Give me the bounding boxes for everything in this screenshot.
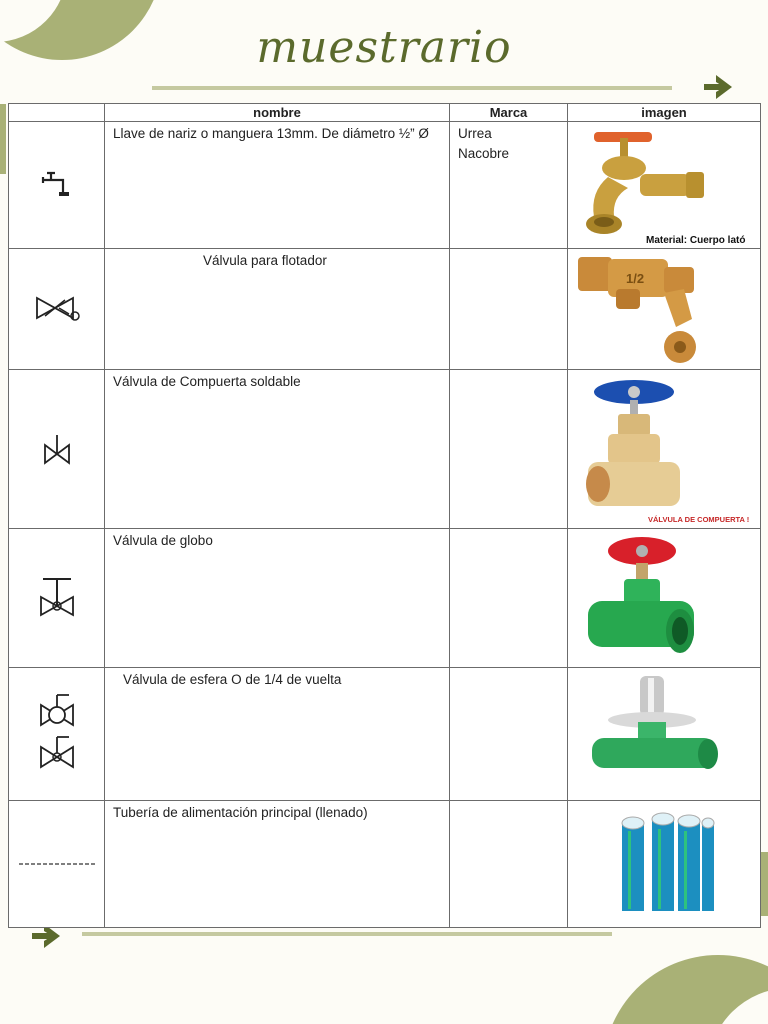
table-row: [9, 529, 761, 668]
left-edge-bar: [0, 104, 6, 174]
globe-valve-symbol-icon: [37, 575, 77, 619]
image-cell: [568, 249, 761, 370]
header-name: nombre: [105, 104, 450, 122]
float-valve-symbol-icon: [33, 294, 81, 322]
header-brand: Marca: [450, 104, 568, 122]
image-cell: [568, 122, 761, 249]
green-globe-valve-icon: [568, 529, 761, 667]
name-cell: [105, 249, 450, 370]
brand-cell: [450, 668, 568, 801]
header-image: imagen: [568, 104, 761, 122]
image-caption: VÁLVULA DE COMPUERTA !: [648, 515, 750, 524]
item-name: Llave de nariz o manguera 13mm. De diámetro ½” Ø: [113, 126, 429, 141]
brand-name: Urrea: [458, 126, 492, 141]
arrow-right-icon: [700, 72, 736, 102]
image-cell: [568, 370, 761, 529]
name-cell: [105, 370, 450, 529]
item-name: Válvula para flotador: [203, 253, 327, 268]
top-divider: [152, 86, 672, 90]
item-name: Válvula de esfera O de 1/4 de vuelta: [123, 672, 342, 687]
gate-valve-symbol-icon: [39, 431, 75, 465]
name-cell: [105, 801, 450, 928]
name-cell: [105, 668, 450, 801]
table-row: [9, 122, 761, 249]
brass-float-valve-icon: [568, 249, 761, 369]
item-name: Válvula de globo: [113, 533, 213, 548]
image-cell: [568, 801, 761, 928]
image-label: 1/2: [626, 271, 645, 286]
table-row: [9, 249, 761, 370]
table-row: [9, 370, 761, 529]
brand-cell: [450, 370, 568, 529]
brass-hose-faucet-icon: [568, 122, 761, 248]
bottom-divider: [82, 932, 612, 936]
page-title: muestrario: [256, 22, 512, 73]
table-header-row: [9, 104, 761, 122]
green-ball-valve-icon: [568, 668, 761, 800]
symbol-cell: [9, 529, 105, 668]
item-name: Tubería de alimentación principal (llenado): [113, 805, 368, 820]
header-symbol: [9, 104, 105, 122]
image-caption: Material: Cuerpo lató: [646, 235, 746, 246]
image-cell: [568, 529, 761, 668]
symbol-cell: [9, 370, 105, 529]
sample-table: [8, 103, 761, 928]
brand-name: Nacobre: [458, 146, 510, 161]
dashed-line-symbol-icon: [17, 859, 97, 869]
blue-pipes-icon: [568, 801, 761, 927]
brand-cell: [450, 801, 568, 928]
symbol-cell: [9, 668, 105, 801]
symbol-cell: [9, 801, 105, 928]
symbol-cell: [9, 122, 105, 249]
symbol-cell: [9, 249, 105, 370]
right-edge-bar: [761, 852, 768, 916]
table-row: [9, 801, 761, 928]
brand-cell: [450, 249, 568, 370]
brand-cell: [450, 122, 568, 249]
name-cell: [105, 529, 450, 668]
table-row: [9, 668, 761, 801]
gate-valve-icon: [568, 370, 761, 528]
image-cell: [568, 668, 761, 801]
item-name: Válvula de Compuerta soldable: [113, 374, 301, 389]
name-cell: [105, 122, 450, 249]
ball-valve-symbol-icon: [37, 691, 77, 775]
brand-cell: [450, 529, 568, 668]
corner-circle-bottom-right: [600, 920, 768, 1024]
hose-bibb-symbol-icon: [37, 169, 77, 199]
